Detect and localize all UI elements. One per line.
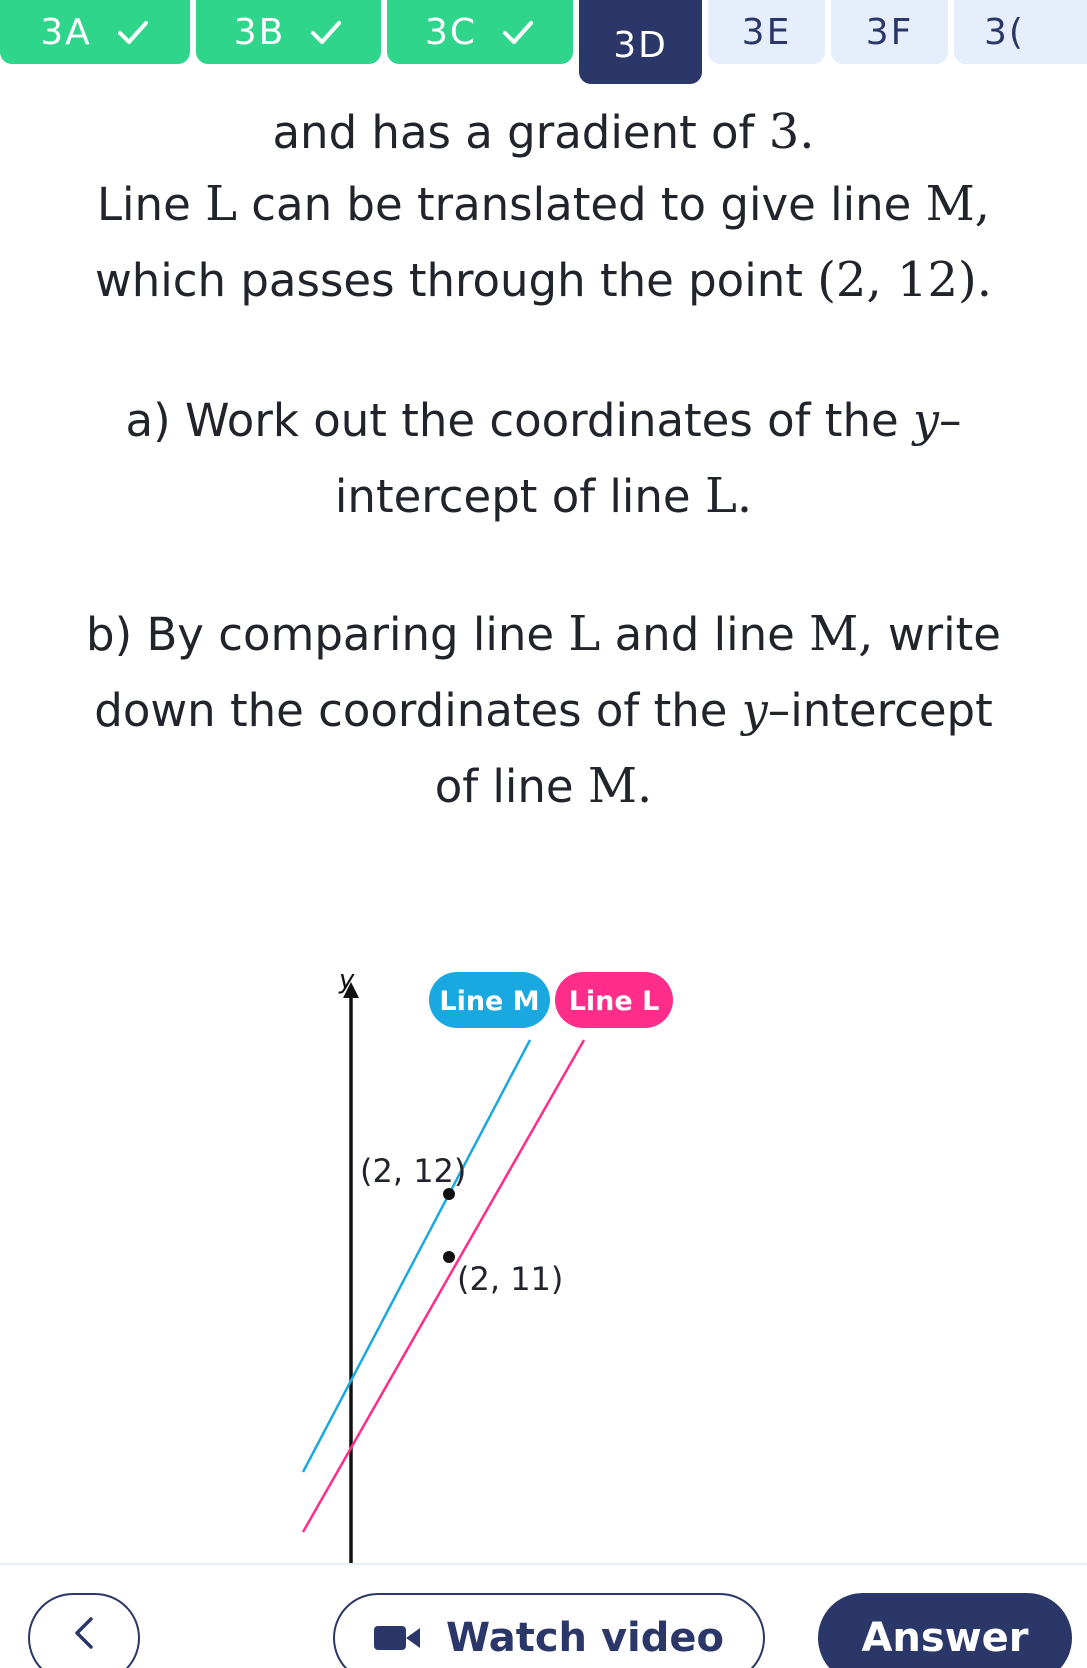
tab-3b[interactable] <box>196 0 381 64</box>
math-fragment: M, <box>925 176 991 232</box>
text-fragment: Line <box>96 178 191 231</box>
watch-video-button[interactable] <box>333 1593 765 1668</box>
text-fragment: can be translated to give line <box>251 178 912 231</box>
math-fragment: L. <box>704 468 753 524</box>
tab-3c[interactable] <box>387 0 573 64</box>
tab-3g-partial[interactable] <box>954 0 1087 64</box>
text-fragment: a) Work out the coordinates of the <box>125 394 899 447</box>
math-fragment: L <box>205 176 237 232</box>
check-icon <box>501 15 535 49</box>
text-fragment: – <box>938 394 962 447</box>
back-button[interactable] <box>28 1593 140 1668</box>
check-icon <box>309 15 343 49</box>
math-fragment: M, <box>809 606 874 662</box>
math-fragment: 3. <box>768 104 815 160</box>
text-fragment: and has a gradient of <box>272 106 755 159</box>
math-fragment: M. <box>587 758 653 814</box>
point-label-2-11: (2, 11) <box>457 1260 564 1298</box>
line-graph <box>0 960 1087 1565</box>
tab-label: 3F <box>865 11 914 53</box>
text-fragment: of line <box>434 760 574 813</box>
part-a-line-1 <box>0 390 1087 451</box>
text-fragment: and line <box>614 608 795 661</box>
tab-label: 3B <box>233 11 286 53</box>
math-fragment: y <box>741 683 768 737</box>
part-b-line-3 <box>0 756 1087 817</box>
tab-label: 3D <box>613 24 668 66</box>
math-fragment: (2, 12). <box>817 252 993 308</box>
part-a-line-2 <box>0 466 1087 527</box>
question-line-2 <box>0 174 1087 235</box>
text-fragment: down the coordinates of the <box>94 684 728 737</box>
chevron-left-icon <box>69 1613 99 1663</box>
answer-label: Answer <box>861 1615 1029 1661</box>
graph-area <box>0 960 1087 1565</box>
point-label-2-12: (2, 12) <box>360 1152 467 1190</box>
legend-line-m-label: Line M <box>439 986 540 1017</box>
part-b-line-2 <box>0 680 1087 741</box>
video-camera-icon <box>374 1625 420 1651</box>
tab-3f[interactable] <box>831 0 948 64</box>
tab-3a[interactable] <box>0 0 190 64</box>
line-m <box>303 1040 530 1472</box>
tab-label: 3A <box>40 11 92 53</box>
part-b-line-1 <box>0 604 1087 665</box>
question-line-1 <box>0 102 1087 163</box>
text-fragment: b) By comparing line <box>86 608 555 661</box>
tab-label: 3( <box>984 11 1025 53</box>
tab-3d[interactable] <box>579 0 702 84</box>
text-fragment: –intercept <box>767 684 993 737</box>
watch-video-label: Watch video <box>446 1615 724 1661</box>
question-tab-bar <box>0 0 1087 90</box>
answer-button[interactable] <box>818 1593 1072 1668</box>
tab-label: 3C <box>424 11 478 53</box>
tab-3e[interactable] <box>708 0 825 64</box>
text-fragment: intercept of line <box>334 470 691 523</box>
math-fragment: y <box>912 393 939 447</box>
question-line-3 <box>0 250 1087 311</box>
text-fragment: which passes through the point <box>94 254 803 307</box>
legend-line-l-label: Line L <box>568 986 660 1017</box>
math-fragment: L <box>568 606 601 662</box>
check-icon <box>116 15 150 49</box>
text-fragment: write <box>887 608 1001 661</box>
point-2-11 <box>443 1251 455 1263</box>
tab-label: 3E <box>741 11 792 53</box>
bottom-action-bar <box>0 1563 1087 1668</box>
y-axis-label: y <box>339 965 355 995</box>
